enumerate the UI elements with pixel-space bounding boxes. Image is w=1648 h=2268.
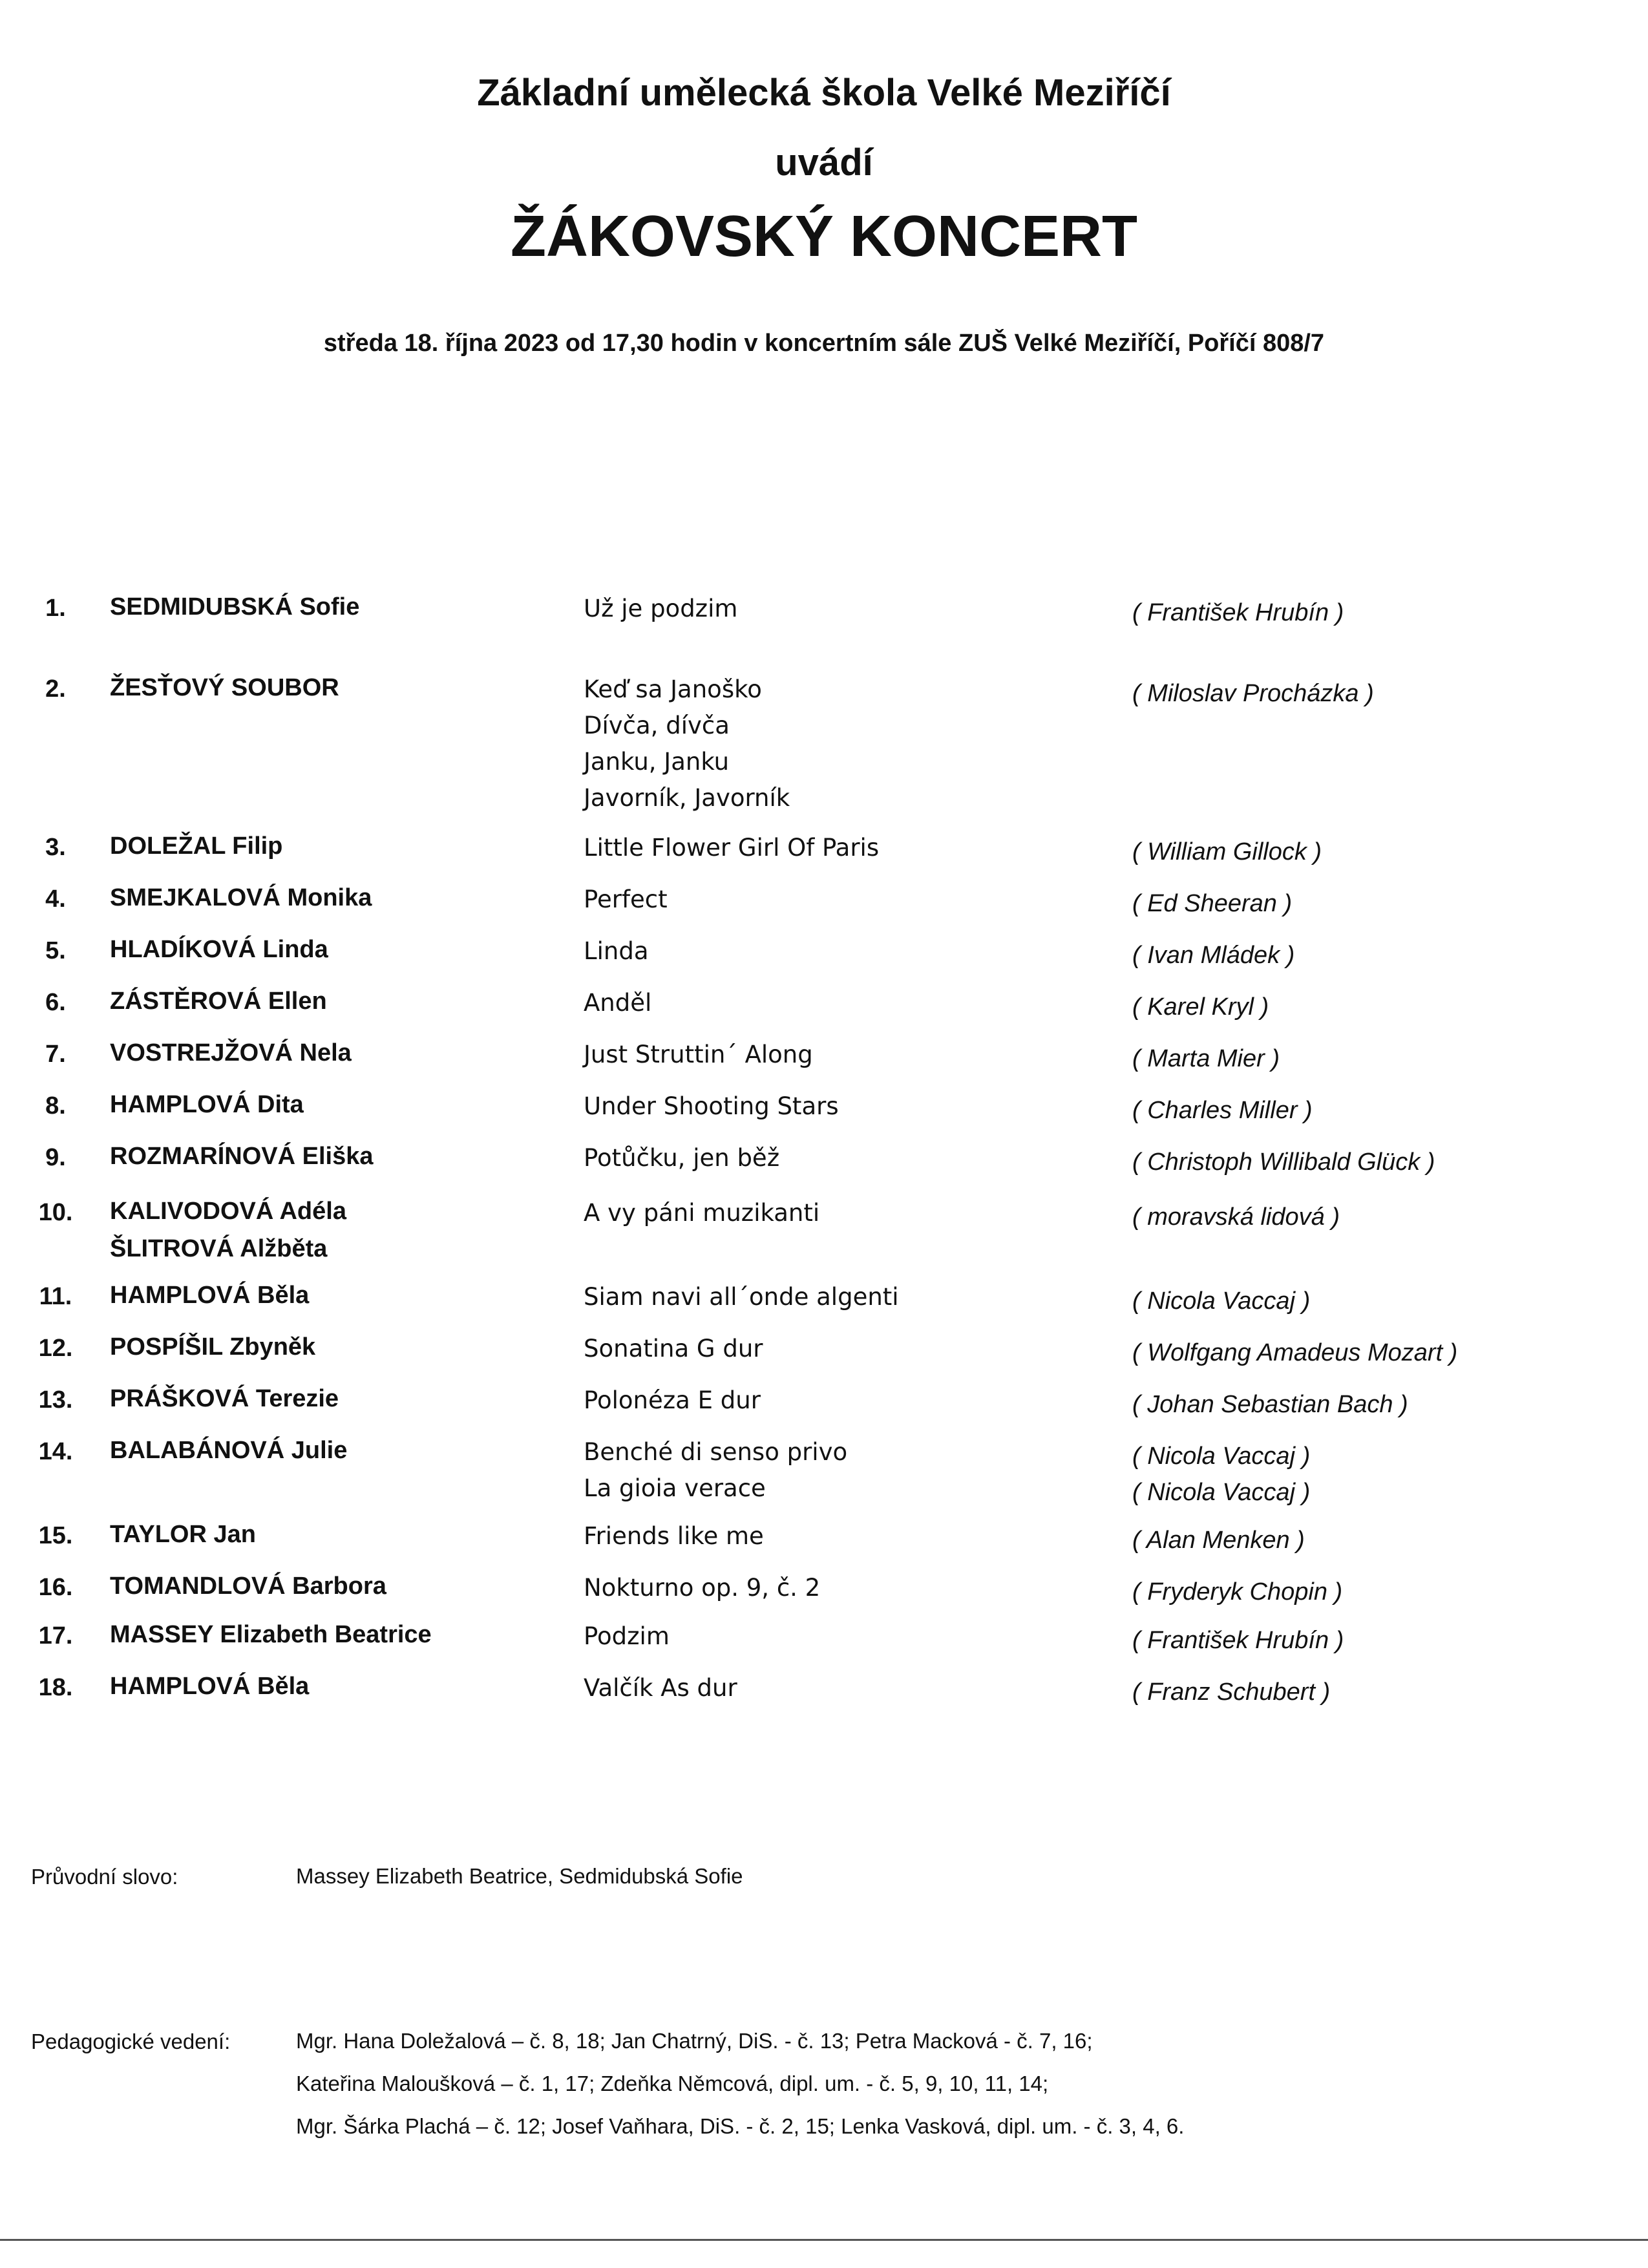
piece-titles	[584, 882, 1088, 918]
piece-title: Valčík As dur	[584, 1674, 737, 1702]
piece-titles	[584, 1570, 1088, 1606]
performer-names	[110, 931, 549, 968]
performer-names	[110, 1086, 549, 1123]
composer-name: ( moravská lidová )	[1132, 1203, 1340, 1231]
performer-name: HAMPLOVÁ Dita	[110, 1091, 304, 1118]
piece-title: La gioia verace	[584, 1474, 766, 1502]
program-number: 1.	[45, 595, 66, 622]
program-number: 8.	[45, 1092, 66, 1119]
school-name: Základní umělecká škola Velké Meziříčí	[477, 72, 1171, 114]
program-number: 15.	[38, 1522, 73, 1549]
composer-name: ( Alan Menken )	[1132, 1527, 1305, 1554]
composer-name: ( Franz Schubert )	[1132, 1679, 1331, 1706]
composer-names	[1132, 989, 1623, 1025]
composer-names	[1132, 1041, 1623, 1077]
concert-date-venue: středa 18. října 2023 od 17,30 hodin v koncertním sále ZUŠ Velké Meziříčí, Poříčí 808/7	[323, 330, 1325, 357]
piece-title: Podzim	[584, 1622, 670, 1650]
piece-title: Keď sa Janoško	[584, 675, 762, 703]
speech-value: Massey Elizabeth Beatrice, Sedmidubská Sofie	[296, 1864, 743, 1888]
performer-names	[110, 879, 549, 917]
performer-names	[110, 588, 549, 626]
piece-titles	[584, 1518, 1088, 1554]
performer-names	[110, 669, 549, 706]
performer-name: PRÁŠKOVÁ Terezie	[110, 1385, 339, 1412]
performer-name: ROZMARÍNOVÁ Eliška	[110, 1143, 374, 1170]
piece-titles	[584, 1140, 1088, 1176]
composer-name: ( Christoph Willibald Glück )	[1132, 1149, 1435, 1176]
piece-title: Friends like me	[584, 1522, 764, 1550]
teacher-line: Kateřina Maloušková – č. 1, 17; Zdeňka Němcová, dipl. um. - č. 5, 9, 10, 11, 14;	[296, 2072, 1049, 2095]
piece-title: Polonéza E dur	[584, 1386, 761, 1414]
composer-names	[1132, 1438, 1623, 1510]
piece-titles	[584, 1331, 1088, 1367]
composer-name: ( Nicola Vaccaj )	[1132, 1479, 1311, 1506]
piece-title: Linda	[584, 937, 649, 965]
piece-title: Benché di senso privo	[584, 1438, 848, 1466]
performer-name: HAMPLOVÁ Běla	[110, 1282, 310, 1309]
program-number: 18.	[38, 1674, 73, 1701]
piece-titles	[584, 830, 1088, 866]
composer-name: ( Ivan Mládek )	[1132, 942, 1295, 969]
program-number: 7.	[45, 1041, 66, 1068]
performer-names	[110, 1432, 549, 1469]
performer-names	[110, 1138, 549, 1175]
composer-name: ( Miloslav Procházka )	[1132, 680, 1374, 707]
piece-title: Dívča, dívča	[584, 712, 730, 739]
program-number: 16.	[38, 1574, 73, 1601]
piece-titles	[584, 1088, 1088, 1125]
teacher-line: Mgr. Šárka Plachá – č. 12; Josef Vaňhara, DiS. - č. 2, 15; Lenka Vasková, dipl. um. - č. 3, 4, 6.	[296, 2114, 1185, 2138]
piece-titles	[584, 1279, 1088, 1315]
piece-title: Potůčku, jen běž	[584, 1144, 780, 1172]
composer-names	[1132, 1574, 1623, 1610]
piece-title: Už je podzim	[584, 595, 738, 622]
piece-title: Janku, Janku	[584, 748, 730, 776]
performer-names	[110, 1567, 549, 1605]
composer-name: ( Wolfgang Amadeus Mozart )	[1132, 1339, 1458, 1366]
performer-names	[110, 1277, 549, 1314]
composer-names	[1132, 1335, 1623, 1371]
program-number: 9.	[45, 1144, 66, 1171]
program-number: 4.	[45, 885, 66, 913]
composer-names	[1132, 595, 1623, 631]
composer-names	[1132, 1283, 1623, 1319]
performer-name: SEDMIDUBSKÁ Sofie	[110, 593, 360, 620]
piece-titles	[584, 591, 1088, 627]
composer-names	[1132, 1199, 1623, 1235]
program-number: 17.	[38, 1622, 73, 1649]
composer-names	[1132, 1144, 1623, 1180]
composer-name: ( Ed Sheeran )	[1132, 890, 1293, 917]
bottom-rule	[0, 2239, 1648, 2241]
composer-name: ( Fryderyk Chopin )	[1132, 1578, 1343, 1606]
performer-names	[110, 1616, 549, 1653]
program-number: 10.	[38, 1199, 73, 1226]
piece-title: Anděl	[584, 989, 652, 1017]
piece-titles	[584, 1670, 1088, 1706]
program-number: 12.	[38, 1335, 73, 1362]
composer-names	[1132, 675, 1623, 712]
performer-names	[110, 1668, 549, 1705]
composer-names	[1132, 885, 1623, 922]
composer-names	[1132, 1386, 1623, 1423]
program-number: 14.	[38, 1438, 73, 1465]
piece-titles	[584, 672, 1088, 816]
performer-name: ZÁSTĚROVÁ Ellen	[110, 988, 327, 1015]
performer-names	[110, 827, 549, 865]
program-number: 6.	[45, 989, 66, 1016]
composer-names	[1132, 1522, 1623, 1558]
composer-names	[1132, 1674, 1623, 1710]
composer-names	[1132, 1622, 1623, 1659]
program-number: 13.	[38, 1386, 73, 1414]
performer-name: VOSTREJŽOVÁ Nela	[110, 1039, 352, 1066]
performer-name: BALABÁNOVÁ Julie	[110, 1437, 348, 1464]
performer-name: SMEJKALOVÁ Monika	[110, 884, 372, 911]
teacher-line: Mgr. Hana Doležalová – č. 8, 18; Jan Chatrný, DiS. - č. 13; Petra Macková - č. 7, 16;	[296, 2029, 1093, 2053]
performer-name: HAMPLOVÁ Běla	[110, 1673, 310, 1700]
performer-name: HLADÍKOVÁ Linda	[110, 936, 328, 963]
performer-names	[110, 1034, 549, 1072]
performer-name: MASSEY Elizabeth Beatrice	[110, 1621, 432, 1648]
composer-name: ( František Hrubín )	[1132, 1627, 1344, 1654]
composer-names	[1132, 834, 1623, 870]
performer-names	[110, 1380, 549, 1417]
composer-name: ( Nicola Vaccaj )	[1132, 1443, 1311, 1470]
performer-name: KALIVODOVÁ Adéla	[110, 1198, 346, 1225]
piece-titles	[584, 1037, 1088, 1073]
composer-name: ( Karel Kryl )	[1132, 993, 1269, 1021]
piece-title: Javorník, Javorník	[584, 784, 790, 812]
piece-title: Under Shooting Stars	[584, 1092, 839, 1120]
program-number: 11.	[39, 1283, 72, 1310]
composer-name: ( Nicola Vaccaj )	[1132, 1288, 1311, 1315]
piece-title: Nokturno op. 9, č. 2	[584, 1574, 821, 1602]
program-number: 3.	[45, 834, 66, 861]
piece-titles	[584, 1434, 1088, 1507]
piece-title: A vy páni muzikanti	[584, 1199, 820, 1227]
performer-names	[110, 982, 549, 1020]
piece-title: Sonatina G dur	[584, 1335, 763, 1362]
performer-name: ŽESŤOVÝ SOUBOR	[110, 674, 339, 701]
performer-name: TAYLOR Jan	[110, 1521, 256, 1548]
composer-name: ( Marta Mier )	[1132, 1045, 1280, 1072]
piece-titles	[584, 1195, 1088, 1231]
piece-titles	[584, 1383, 1088, 1419]
performer-names	[110, 1328, 549, 1366]
composer-name: ( František Hrubín )	[1132, 599, 1344, 626]
performer-name: ŠLITROVÁ Alžběta	[110, 1235, 328, 1262]
composer-names	[1132, 937, 1623, 973]
presents-line: uvádí	[775, 142, 873, 184]
performer-names	[110, 1516, 549, 1553]
performer-name: TOMANDLOVÁ Barbora	[110, 1573, 386, 1600]
program-number: 5.	[45, 937, 66, 964]
program-number: 2.	[45, 675, 66, 703]
composer-names	[1132, 1092, 1623, 1129]
piece-title: Perfect	[584, 885, 668, 913]
concert-title: ŽÁKOVSKÝ KONCERT	[510, 204, 1138, 269]
composer-name: ( Johan Sebastian Bach )	[1132, 1391, 1408, 1418]
performer-name: POSPÍŠIL Zbyněk	[110, 1333, 316, 1361]
piece-title: Just Struttin´ Along	[584, 1041, 813, 1068]
composer-name: ( William Gillock )	[1132, 838, 1322, 865]
piece-title: Little Flower Girl Of Paris	[584, 834, 880, 862]
teachers-label: Pedagogické vedení:	[31, 2030, 231, 2053]
performer-name: DOLEŽAL Filip	[110, 832, 283, 860]
piece-titles	[584, 933, 1088, 970]
piece-titles	[584, 1618, 1088, 1655]
composer-name: ( Charles Miller )	[1132, 1097, 1313, 1124]
piece-title: Siam navi all´onde algenti	[584, 1283, 899, 1311]
teachers-list	[296, 2020, 1184, 2148]
piece-titles	[584, 985, 1088, 1021]
performer-names	[110, 1192, 549, 1267]
speech-label: Průvodní slovo:	[31, 1865, 178, 1889]
